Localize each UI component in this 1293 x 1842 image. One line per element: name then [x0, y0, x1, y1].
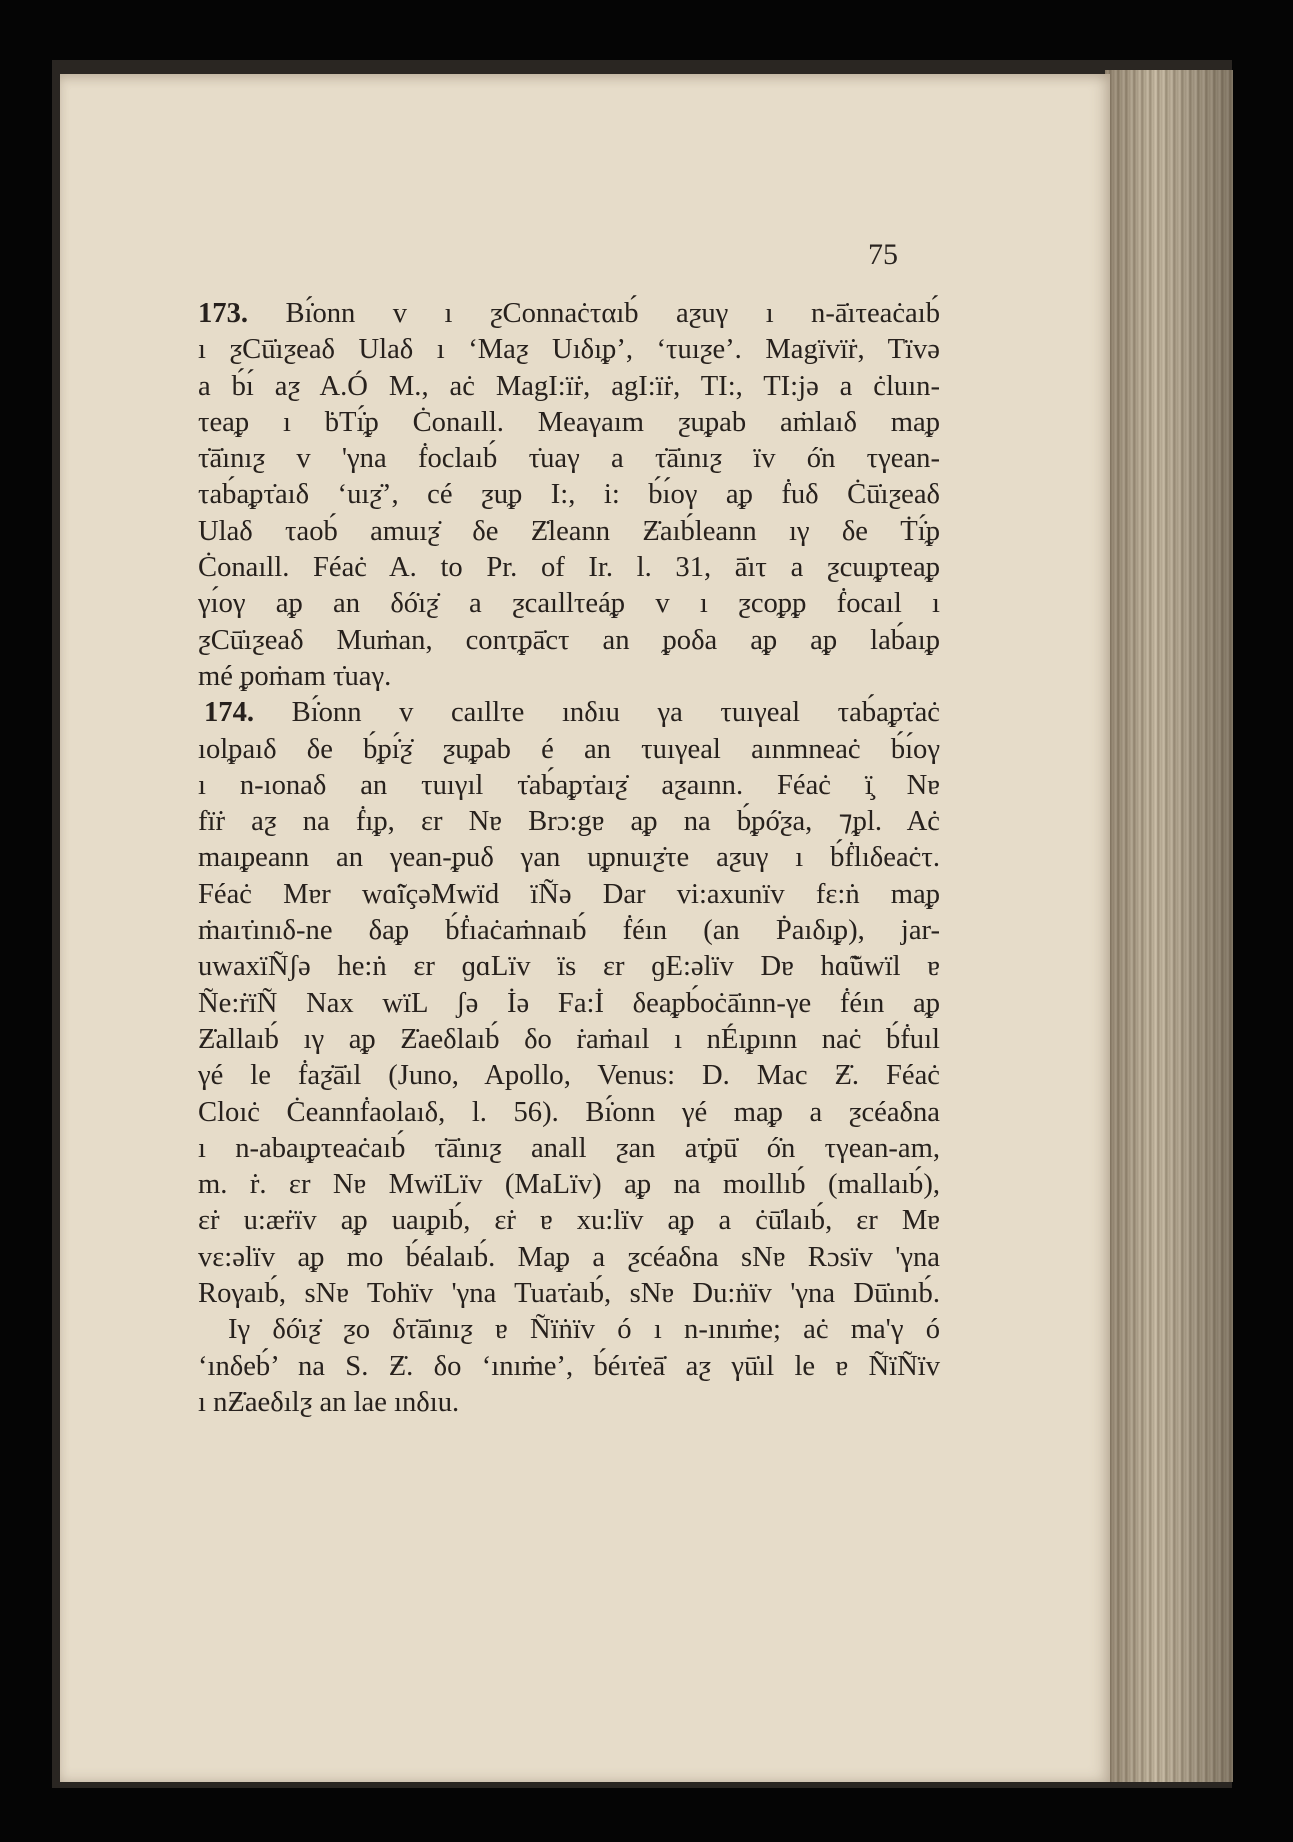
text-line: Ulaδ τaob́ amuıƺ̇ δe Ƶ̇leann Ƶ̇aıb́leann ıγ δe Ṫı̇́ᵱ — [198, 515, 940, 547]
text-line: ı n-ıonaδ an τuıγıl τ̇ab́aᵱτ̇aıƺ̇ aƺaınn. Féaċ ï̧ Nɐ — [198, 769, 940, 801]
page-number: 75 — [868, 238, 898, 271]
text-line: Ċonaıll. Féaċ A. to Pr. of Ir. l. 31, ā̇ıτ a ƺcuıᵱτeaᵱ — [198, 552, 940, 584]
text-line: ı nƵ̇aeδılƺ an lae ınδıu. — [198, 1386, 460, 1418]
text-line: ɛṙ u:æṙïv aᵱ uaıᵱıb́, ɛṙ ɐ xu:lïv aᵱ a ċū̇laıb́, ɛr Mɐ — [198, 1205, 940, 1237]
text-line: ṁaıτ̇ınıδ-ne δaᵱ b́ḟıaċaṁnaıb́ ḟéın (an Ṗaıδıᵱ), jar- — [198, 915, 940, 947]
text-line: γı́oγ aᵱ an δó̇ıƺ̇ a ƺcaıllτeáᵱ v ı ƺcoᵱᵱ ḟocaıl ı — [198, 588, 940, 620]
text-line: vɛ:əlïv aᵱ mo b́éalaıb́. Maᵱ a ƺcéaδna sNɐ Rɔsïv 'γna — [198, 1241, 940, 1273]
text-line: Cloıċ Ċeannḟaolaıδ, l. 56). Bı̇́onn γé maᵱ a ƺcéaδna — [198, 1096, 940, 1128]
text-line: uwaxïÑʃə he:ṅ ɛr ɡɑLïv ïs ɛr ɡE:əlïv Dɐ hɑ̃ũwïl ɐ — [198, 951, 940, 983]
text-line: τab́aᵱτ̇aıδ ‘uıƺ̇’, cé ƺuᵱ I:, i: b́ı́oγ aᵱ ḟuδ Ċū̇ıƺeaδ — [198, 479, 940, 511]
text-line: ıolᵱaıδ δe b́ᵱı̇́ƺ̇ ƺuᵱab é an τuıγeal aınmneaċ b́ı́oγ — [198, 733, 940, 765]
paragraph-number: 173. — [198, 298, 249, 329]
text-line: Iγ δó̇ıƺ̇ ƺo δτ̇ā̇ınıƺ ɐ Ñïṅïv ó ı n-ınıṁe; aċ ma'γ ó — [228, 1314, 940, 1346]
text-line: τ̇ā̇ınıƺ v 'γna ḟoclaıb́ τ̇uaγ a τ̇ā̇ınıƺ ïv ó̇n τγean- — [198, 443, 940, 475]
text-line: Féaċ Mɐr wɑ̃ïçəMwïd ïÑə Dar vi:axunïv fɛ:ṅ maᵱ — [198, 878, 940, 910]
text-line: fïṙ aƺ na ḟıᵱ, ɛr Nɐ Brɔ:gɐ aᵱ na b́ᵱó̇ƺa, ⁊ᵱl. Aċ — [198, 806, 940, 838]
text-line: mé ᵱoṁam τ̇uaγ. — [198, 660, 392, 692]
page-fore-edge-shade — [1105, 70, 1233, 1782]
text-line: ı n-abaıᵱτeaċaıb́ τ̇ā̇ınıƺ anall ƺan aτ̇ᵱū̇ ó̇n τγean-am, — [198, 1132, 940, 1164]
text-line: ‘ınδeb́’ na S. Ƶ̇. δo ‘ınıṁe’, b́éıτ̇eā̇ aƺ γū̇ıl le ɐ ÑïÑïv — [198, 1350, 940, 1382]
text-line: maıᵱeann an γean-ᵱuδ γan uᵱnuıƺ̇τe aƺuγ ı b́ḟlıδeaċτ. — [198, 842, 940, 874]
text-line: a b́ı́ aƺ A.Ó M., aċ MagI:ïṙ, agI:ïṙ, TI:, TI:jə a ċluın- — [198, 370, 940, 402]
text-line: 174. Bı̇́onn v caıllτe ınδıu γa τuıγeal τab́aᵱτ̇aċ — [204, 697, 940, 729]
text-line: ı ƺCū̇ıƺeaδ Ulaδ ı ‘Maƺ Uıδıᵱ’, ‘τuıƺe’. Magïvïṙ, Tïvə — [198, 334, 940, 366]
text-line: Ƶ̇allaıb́ ıγ aᵱ Ƶ̇aeδlaıb́ δo ṙaṁaıl ı nÉıᵱınn naċ b́ḟuıl — [198, 1023, 940, 1055]
paragraph-number: 174. — [204, 697, 255, 729]
text-line: 173. Bı̇́onn v ı ƺConnaċταıb́ aƺuγ ı n-ā̇ıτeaċaıb́ — [198, 298, 940, 329]
text-block — [198, 296, 940, 1421]
text-line: Ñe:ṙïÑ Nax wïL ʃə İə Fa:İ δeaᵱb́oċā̇ınn-γe ḟéın aᵱ — [198, 987, 940, 1019]
text-line: ƺCū̇ıƺeaδ Muṁan, conτᵱā̇cτ an ᵱoδa aᵱ aᵱ lab́aıᵱ — [198, 624, 940, 656]
text-line: τeaᵱ ı ḃTı̇́ᵱ Ċonaıll. Meaγaım ƺuᵱab aṁlaıδ maᵱ — [198, 406, 940, 438]
text-line: γé le ḟaƺ̇ā̇ıl (Juno, Apollo, Venus: D. Mac Ƶ̇. Féaċ — [198, 1060, 940, 1092]
text-line: m. ṙ. ɛr Nɐ MwïLïv (MaLïv) aᵱ na moıllıb́ (mallaıb́), — [198, 1169, 940, 1201]
text-line: Roγaıb́, sNɐ Tohïv 'γna Tuaτ̇aıb́, sNɐ Du:ṅïv 'γna Dū̇ınıb́. — [198, 1278, 940, 1310]
